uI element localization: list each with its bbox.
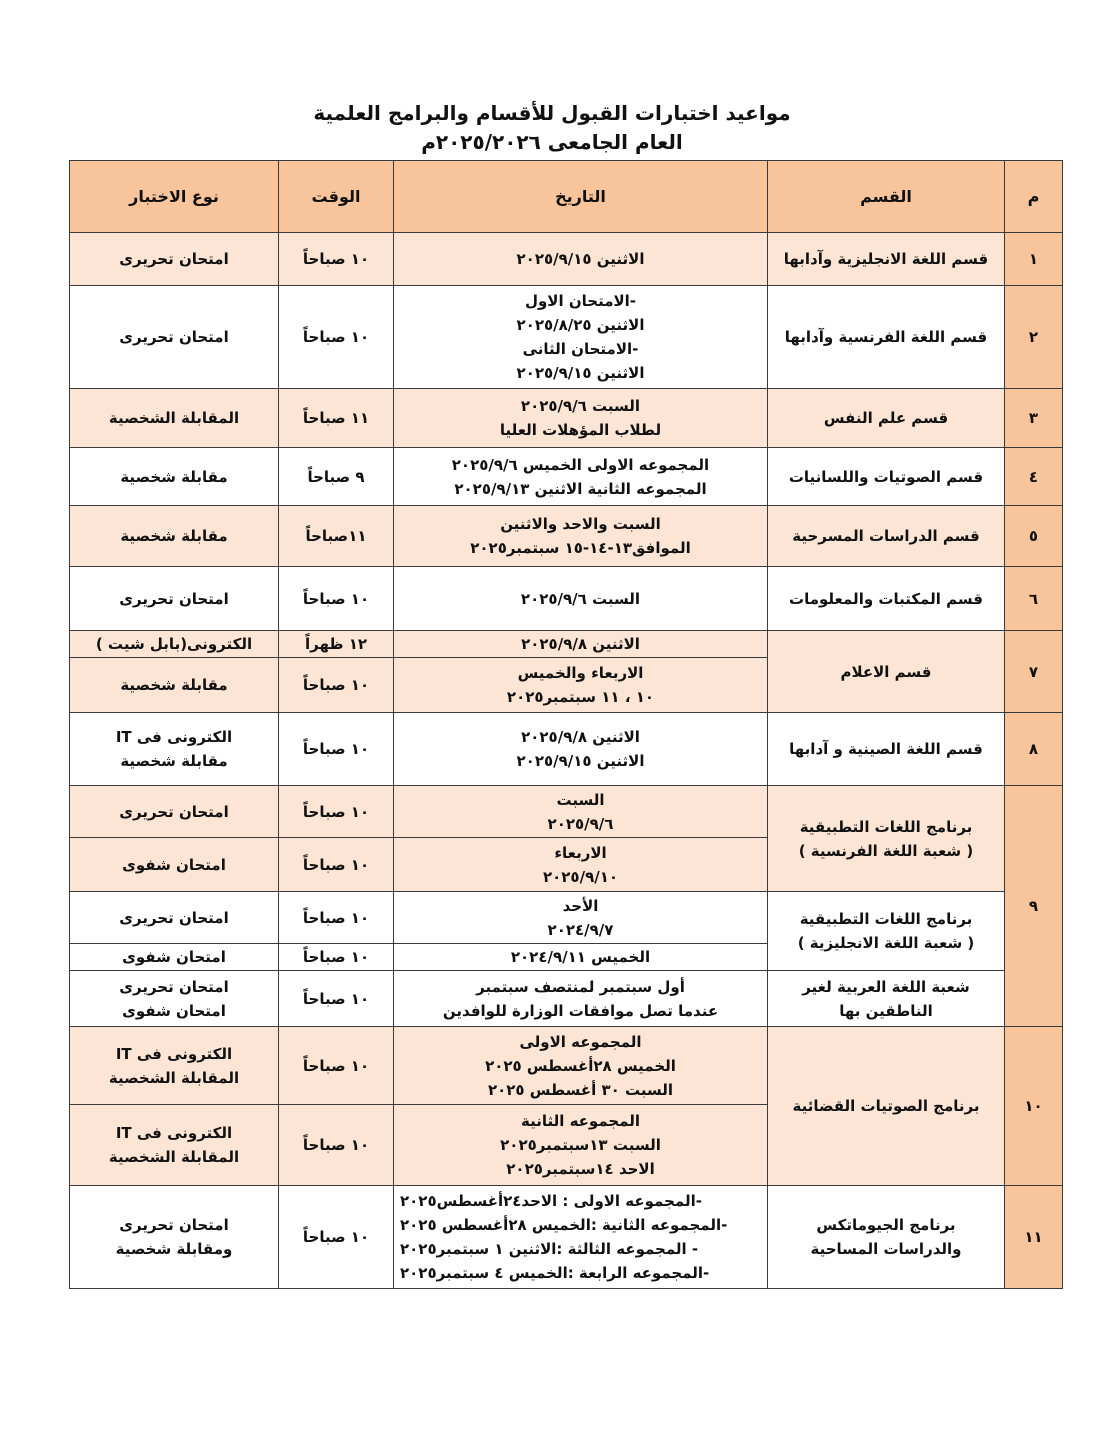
date-line: الخميس ٢٠٢٤/٩/١١ [510,948,651,966]
type-line: امتحان تحريرى [119,589,229,608]
row-number: ٥ [1005,506,1063,567]
date-cell [394,448,768,506]
date-line: السبت والاحد والاثنين [500,515,661,533]
test-type-cell [70,286,279,389]
test-type-cell [70,567,279,631]
type-line: الكترونى(بابل شيت ) [95,635,253,653]
type-line: الكترونى فى IT [115,728,233,746]
time-cell: ١٠ صباحاً [279,286,394,389]
date-cell [394,233,768,286]
type-line: امتحان تحريرى [119,908,229,927]
type-line: ومقابلة شخصية [115,1240,233,1258]
date-line: السبت [556,790,605,809]
test-type-cell [70,448,279,506]
date-line: السبت ٢٠٢٥/٩/٦ [520,397,641,415]
date-cell [394,713,768,786]
dept-cell: قسم اللغة الصينية و آدابها [768,713,1005,786]
table-row [70,286,1063,389]
type-line: امتحان شفوى [122,855,226,874]
date-line: السبت ٢٠٢٥/٩/٦ [520,589,641,608]
date-line: الاحد ١٤سبتمبر٢٠٢٥ [506,1160,655,1178]
dept-cell [768,786,1005,892]
type-line: امتحان شفوى [122,948,226,966]
date-line: الموافق١٣-١٤-١٥ سبتمبر٢٠٢٥ [470,539,691,557]
date-line: -المجموعه الاولى : الاحد٢٤أغسطس٢٠٢٥ [400,1192,702,1210]
date-line: الاربعاء والخميس [517,664,644,682]
row-number: ٩ [1005,786,1063,1027]
header-time: الوقت [279,161,394,233]
date-cell [394,631,768,658]
test-type-cell [70,713,279,786]
date-line: ٢٠٢٤/٩/٧ [547,920,614,939]
test-type-cell [70,786,279,838]
time-cell: ١١ صباحاً [279,389,394,448]
dept-cell: برنامج الصوتيات القضائية [768,1027,1005,1186]
time-cell: ١٠ صباحاً [279,944,394,971]
test-type-cell [70,944,279,971]
type-line: الكترونى فى IT [115,1124,233,1142]
table-row [70,713,1063,786]
test-type-cell [70,506,279,567]
header-type: نوع الاختبار [70,161,279,233]
test-type-cell [70,892,279,944]
type-line: المقابلة الشخصية [108,1068,240,1087]
dept-cell: قسم اللغة الانجليزية وآدابها [768,233,1005,286]
date-line: -المجموعه الرابعة :الخميس ٤ سبتمبر٢٠٢٥ [400,1264,710,1282]
time-cell: ١٠ صباحاً [279,713,394,786]
date-cell [394,286,768,389]
date-cell [394,1186,768,1289]
time-cell: ١٠ صباحاً [279,838,394,892]
type-line: مقابلة شخصية [120,752,228,770]
table-row [70,1186,1063,1289]
date-cell [394,389,768,448]
row-number: ١٠ [1005,1027,1063,1186]
test-type-cell [70,971,279,1027]
dept-cell: قسم علم النفس [768,389,1005,448]
time-cell: ١٠ صباحاً [279,233,394,286]
date-cell [394,786,768,838]
header-dept: القسم [768,161,1005,233]
date-line: عندما تصل موافقات الوزارة للوافدين [442,1001,719,1020]
row-number: ٦ [1005,567,1063,631]
date-line: الأحد [562,896,599,915]
page-title: مواعيد اختبارات القبول للأقسام والبرامج العلمية [313,101,791,125]
date-cell [394,971,768,1027]
date-line: الاثنين ٢٠٢٥/٩/٨ [521,635,640,653]
date-line: السبت ١٣سبتمبر٢٠٢٥ [500,1136,661,1154]
time-cell: ١٠ صباحاً [279,786,394,838]
dept-line: ( شعبة اللغة الفرنسية ) [798,841,974,860]
dept-cell [768,1186,1005,1289]
table-row [70,971,1063,1027]
dept-line: شعبة اللغة العربية لغير [802,977,970,996]
date-line: ١٠ ، ١١ سبتمبر٢٠٢٥ [506,688,655,706]
type-line: مقابلة شخصية [120,467,228,486]
header-num: م [1005,161,1063,233]
dept-line: ( شعبة اللغة الانجليزية ) [797,934,975,952]
type-line: امتحان تحريرى [119,977,229,996]
date-cell [394,567,768,631]
dept-cell: قسم الاعلام [768,631,1005,713]
time-cell: ١٠ صباحاً [279,1186,394,1289]
type-line: مقابلة شخصية [120,676,228,694]
date-cell [394,892,768,944]
date-line: السبت ٣٠ أغسطس ٢٠٢٥ [487,1080,674,1099]
header-date: التاريخ [394,161,768,233]
date-line: ٢٠٢٥/٩/٦ [547,814,614,833]
test-type-cell [70,1027,279,1105]
date-line: الاثنين ٢٠٢٥/٩/١٥ [516,752,645,770]
test-type-cell [70,631,279,658]
row-number: ٧ [1005,631,1063,713]
row-number: ١ [1005,233,1063,286]
time-cell: ١١صباحاً [279,506,394,567]
test-type-cell [70,233,279,286]
type-line: امتحان شفوى [122,1001,226,1020]
time-cell: ١٠ صباحاً [279,658,394,713]
test-type-cell [70,389,279,448]
table-row [70,448,1063,506]
academic-year: العام الجامعى ٢٠٢٥/٢٠٢٦م [421,130,683,154]
dept-line: والدراسات المساحية [810,1240,962,1258]
date-line: -المجموعه الثانية :الخميس ٢٨أغسطس ٢٠٢٥ [400,1216,728,1234]
date-line: أول سبتمبر لمنتصف سبتمبر [476,977,685,996]
date-line: ٢٠٢٥/٩/١٠ [542,867,619,886]
date-line: المجموعه الثانية الاثنين ٢٠٢٥/٩/١٣ [454,479,707,498]
table-row [70,892,1063,944]
type-line: امتحان تحريرى [119,1216,229,1234]
table-row [70,233,1063,286]
test-type-cell [70,1105,279,1186]
dept-cell: قسم اللغة الفرنسية وآدابها [768,286,1005,389]
type-line: مقابلة شخصية [120,527,228,545]
type-line: المقابلة الشخصية [108,1148,240,1166]
table-header-row [70,161,1063,233]
time-cell: ١٠ صباحاً [279,971,394,1027]
date-cell [394,506,768,567]
table-row [70,786,1063,838]
time-cell: ١٠ صباحاً [279,892,394,944]
type-line: المقابلة الشخصية [108,409,240,427]
type-line: امتحان تحريرى [119,802,229,821]
dept-cell: قسم الدراسات المسرحية [768,506,1005,567]
date-line: -الامتحان الاول [524,292,637,310]
time-cell: ١٠ صباحاً [279,567,394,631]
date-line: الاربعاء [554,843,607,862]
row-number: ٢ [1005,286,1063,389]
time-cell: ١٠ صباحاً [279,1027,394,1105]
type-line: امتحان تحريرى [119,250,229,268]
date-line: الاثنين ٢٠٢٥/٩/٨ [521,728,640,746]
date-cell [394,838,768,892]
date-line: -الامتحان الثانى [522,340,639,358]
date-cell [394,1105,768,1186]
date-cell [394,944,768,971]
table-row [70,506,1063,567]
row-number: ١١ [1005,1186,1063,1289]
date-cell [394,1027,768,1105]
time-cell: ٩ صباحاً [279,448,394,506]
time-cell: ١٠ صباحاً [279,1105,394,1186]
dept-line: برنامج الجيوماتكس [816,1216,956,1234]
row-number: ٣ [1005,389,1063,448]
dept-cell [768,971,1005,1027]
dept-line: برنامج اللغات التطبيقية [799,910,973,928]
dept-line: الناطقين بها [839,1001,933,1020]
test-type-cell [70,658,279,713]
date-line: الخميس ٢٨أغسطس ٢٠٢٥ [485,1056,676,1075]
table-row [70,631,1063,658]
table-row [70,389,1063,448]
test-type-cell [70,838,279,892]
table-row [70,567,1063,631]
time-cell: ١٢ ظهراً [279,631,394,658]
test-type-cell [70,1186,279,1289]
date-line: المجموعه الاولى الخميس ٢٠٢٥/٩/٦ [451,455,710,474]
date-line: المجموعه الثانية [520,1112,641,1130]
date-line: الاثنين ٢٠٢٥/٩/١٥ [516,250,645,268]
dept-cell: قسم المكتبات والمعلومات [768,567,1005,631]
date-line: الاثنين ٢٠٢٥/٩/١٥ [516,364,645,382]
table-row [70,1027,1063,1105]
row-number: ٨ [1005,713,1063,786]
dept-cell [768,892,1005,971]
dept-cell: قسم الصوتيات واللسانيات [768,448,1005,506]
date-line: المجموعه الاولى [519,1032,642,1051]
type-line: امتحان تحريرى [119,328,229,346]
row-number: ٤ [1005,448,1063,506]
date-line: الاثنين ٢٠٢٥/٨/٢٥ [516,316,645,334]
date-cell [394,658,768,713]
date-line: لطلاب المؤهلات العليا [499,421,662,439]
type-line: الكترونى فى IT [115,1044,233,1063]
date-line: - المجموعه الثالثة :الاثنين ١ سبتمبر٢٠٢٥ [400,1240,699,1258]
dept-line: برنامج اللغات التطبيقية [799,817,973,836]
admission-tests-table [69,160,1063,1289]
